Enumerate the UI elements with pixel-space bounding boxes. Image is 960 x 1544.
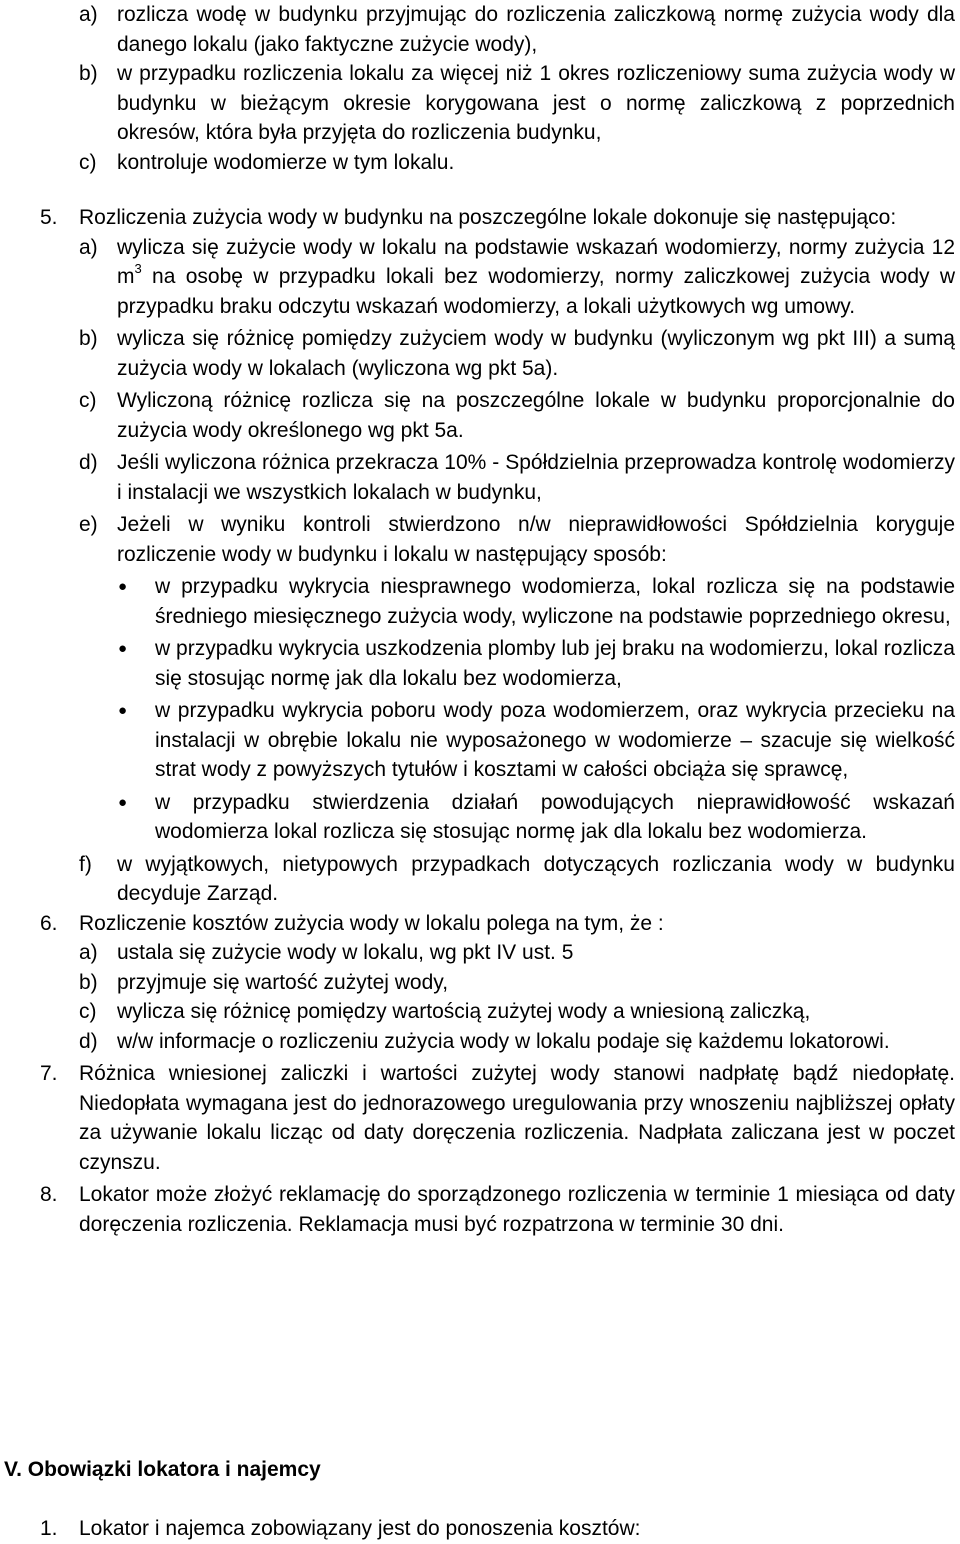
point-6: [40, 909, 955, 939]
item-label: a): [79, 3, 98, 26]
item-text: wylicza się różnicę pomiędzy wartością zużytej wody a wniesioną zaliczką,: [117, 1000, 811, 1023]
item-text: przyjmuje się wartość zużytej wody,: [117, 970, 449, 994]
item-label: e): [79, 513, 98, 536]
point-number: 6.: [40, 911, 58, 935]
sub-item-c: [79, 386, 955, 445]
bullet-item: [118, 634, 955, 693]
sub-item-a: [79, 233, 955, 322]
bullet-text: w przypadku wykrycia uszkodzenia plomby lub jej braku na wodomierzu, lokal rozlicza się stosując normę jak dla lokalu bez wodomierza,: [155, 637, 955, 690]
item-text: rozlicza wodę w budynku przyjmując do rozliczenia zaliczkową normę zużycia wody dla danego lokalu (jako faktyczne zużycie wody),: [117, 3, 955, 56]
item-label: c): [79, 150, 97, 174]
list-item: [79, 59, 955, 148]
bullet-item: [118, 696, 955, 785]
point-5: [40, 203, 955, 233]
item-text: w/w informacje o rozliczeniu zużycia wody w lokalu podaje się każdemu lokatorowi.: [117, 1029, 890, 1053]
item-label: b): [79, 62, 98, 85]
item-text: ustala się zużycie wody w lokalu, wg pkt IV ust. 5: [117, 941, 574, 964]
point-text: Różnica wniesionej zaliczki i wartości zużytej wody stanowi nadpłatę bądź niedopłatę. Niedopłata wymagana jest do jednorazowego uregulowania przy wnoszeniu najbliższej opłaty za używanie lokalu licząc od daty doręczenia rozliczenia. Nadpłata zaliczana jest w poczet czynszu.: [79, 1062, 955, 1174]
point-number: 5.: [40, 206, 58, 229]
section-heading: V. Obowiązki lokatora i najemcy: [4, 1458, 321, 1481]
bullet-icon: ●: [118, 640, 128, 657]
item-label: b): [79, 970, 98, 994]
point-number: 1.: [40, 1517, 58, 1540]
sub-item: [79, 938, 955, 968]
point-8: [40, 1180, 955, 1239]
item-text: Jeżeli w wyniku kontroli stwierdzono n/w nieprawidłowości Spółdzielnia koryguje rozliczenie wody w budynku i lokalu w następujący sposób:: [117, 513, 955, 566]
item-text: w wyjątkowych, nietypowych przypadkach dotyczących rozliczania wody w budynku decyduje Zarząd.: [117, 852, 955, 905]
bullet-text: w przypadku stwierdzenia działań powodujących nieprawidłowość wskazań wodomierza lokal rozlicza się stosując normę jak dla lokalu bez wodomierza.: [155, 790, 955, 843]
point-text: Lokator może złożyć reklamację do sporządzonego rozliczenia w terminie 1 miesiąca od daty doręczenia rozliczenia. Reklamacja musi być rozpatrzona w terminie 30 dni.: [79, 1183, 955, 1236]
item-label: c): [79, 1000, 97, 1023]
sub-item: [79, 997, 955, 1027]
item-label: b): [79, 327, 98, 350]
bullet-icon: ●: [118, 702, 128, 719]
item-text: [117, 233, 955, 322]
item-label: d): [79, 1029, 98, 1053]
sub-item-b: [79, 324, 955, 383]
point-7: [40, 1059, 955, 1177]
item-label: d): [79, 451, 98, 474]
list-item: [79, 0, 955, 59]
point-number: 7.: [40, 1062, 58, 1085]
item-text: Jeśli wyliczona różnica przekracza 10% - Spółdzielnia przeprowadza kontrolę wodomierzy i instalacji we wszystkich lokalach w budynku,: [117, 451, 955, 504]
sub-item: [79, 1027, 955, 1057]
bullet-item: [118, 572, 955, 631]
sub-item-e: [79, 510, 955, 569]
item-label: a): [79, 941, 98, 964]
bullet-text: w przypadku wykrycia niesprawnego wodomierza, lokal rozlicza się na podstawie średniego miesięcznego zużycia wody, wyliczone na podstawie poprzedniego okresu,: [155, 575, 955, 628]
sub-item: [79, 968, 955, 998]
sub-item-f: [79, 850, 955, 909]
list-item: [79, 148, 955, 178]
bullet-icon: ●: [118, 578, 128, 595]
sub-item-d: [79, 448, 955, 507]
item-text: w przypadku rozliczenia lokalu za więcej niż 1 okres rozliczeniowy suma zużycia wody w budynku w bieżącym okresie korygowana jest o normę zaliczkową z poprzednich okresów, która była przyjęta do rozliczenia budynku,: [117, 62, 955, 144]
point-text: Lokator i najemca zobowiązany jest do ponoszenia kosztów:: [79, 1517, 641, 1540]
numbered-list: [40, 203, 955, 1239]
item-label: c): [79, 389, 97, 412]
item-text: wylicza się różnicę pomiędzy zużyciem wody w budynku (wyliczonym wg pkt III) a sumą zużycia wody w lokalach (wyliczona wg pkt 5a).: [117, 327, 955, 380]
bullet-icon: ●: [118, 793, 128, 811]
point-text: Rozliczenie kosztów zużycia wody w lokalu polega na tym, że :: [79, 911, 664, 935]
bullet-item: [118, 788, 955, 847]
section-item-1: [40, 1514, 955, 1544]
top-list: [79, 0, 955, 177]
item-text: kontroluje wodomierze w tym lokalu.: [117, 150, 455, 174]
item-text: Wyliczoną różnicę rozlicza się na poszczególne lokale w budynku proporcjonalnie do zużycia wody określonego wg pkt 5a.: [117, 389, 955, 442]
superscript: 3: [134, 261, 142, 276]
item-label: f): [79, 852, 92, 876]
bullet-text: w przypadku wykrycia poboru wody poza wodomierzem, oraz wykrycia przecieku na instalacji w obrębie lokalu nie wyposażonego w wodomierze – szacuje się wielkość strat wody z powyższych tytułów i kosztami w całości obciąża się sprawcę,: [155, 699, 955, 781]
item-text-part1: wylicza się zużycie wody w lokalu na podstawie wskazań wodomierzy, normy zużycia 12 m: [117, 235, 955, 288]
item-label: a): [79, 235, 98, 259]
point-text: Rozliczenia zużycia wody w budynku na poszczególne lokale dokonuje się następująco:: [79, 206, 897, 229]
point-number: 8.: [40, 1183, 58, 1206]
item-text-part2: na osobę w przypadku lokali bez wodomierzy, normy zaliczkowej zużycia wody w przypadku braku odczytu wskazań wodomierzy, a lokali użytkowych wg umowy.: [117, 265, 955, 318]
